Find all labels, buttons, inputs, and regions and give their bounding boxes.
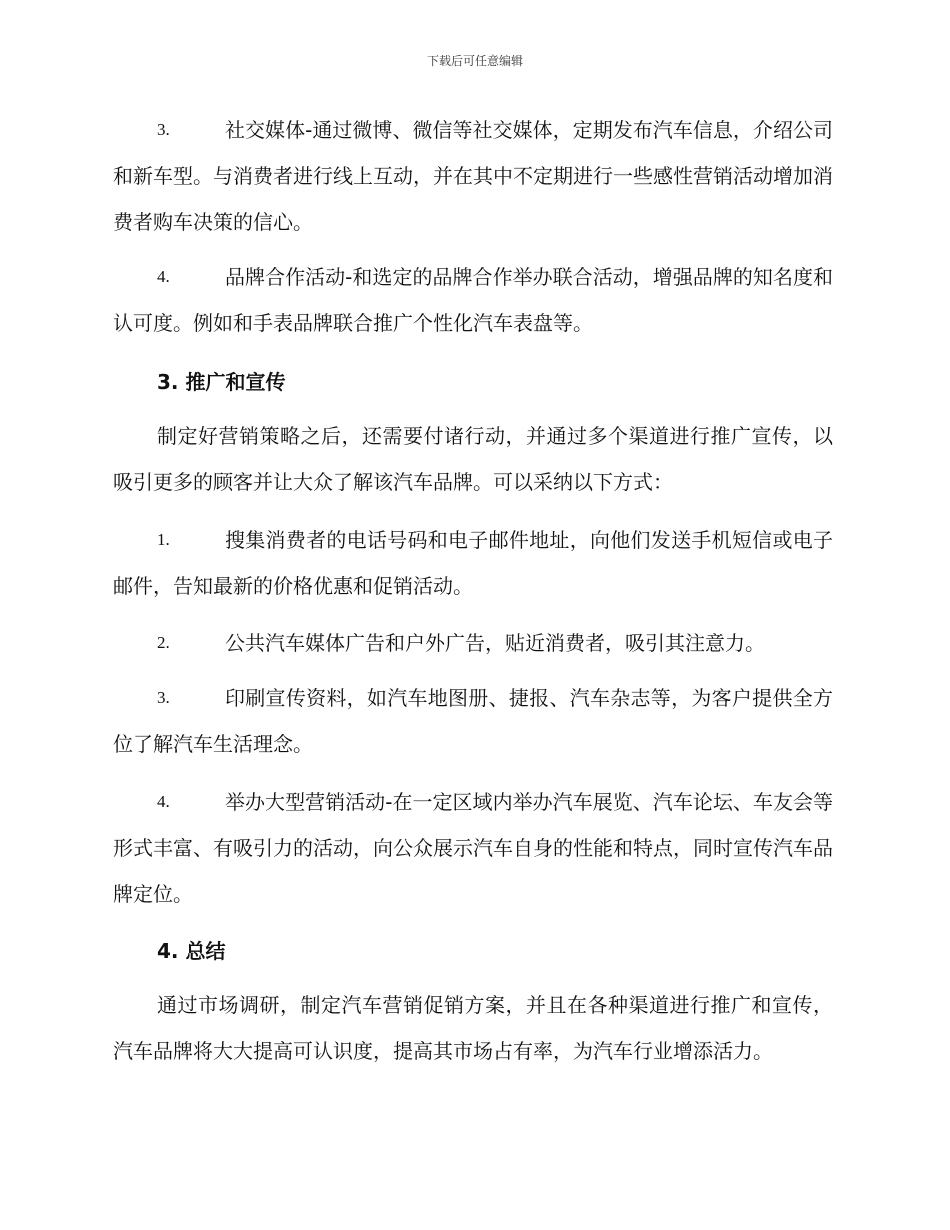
section-intro: 制定好营销策略之后，还需要付诸行动，并通过多个渠道进行推广宣传，以吸引更多的顾客并让大众了解该汽车品牌。可以采纳以下方式： (113, 424, 833, 494)
list-number: 4. (157, 267, 170, 286)
list-number: 1. (157, 530, 170, 549)
section-heading: 3. 推广和宣传 (157, 370, 286, 394)
list-number: 3. (157, 120, 170, 139)
list-item-text: 印刷宣传资料，如汽车地图册、捷报、汽车杂志等，为客户提供全方位了解汽车生活理念。 (113, 686, 833, 756)
list-item-text: 公共汽车媒体广告和户外广告，贴近消费者，吸引其注意力。 (225, 631, 765, 655)
list-number: 2. (157, 633, 170, 652)
list-number: 4. (157, 792, 170, 811)
list-item-text: 社交媒体-通过微博、微信等社交媒体，定期发布汽车信息，介绍公司和新车型。与消费者进行线上互动，并在其中不定期进行一些感性营销活动增加消费者购车决策的信心。 (113, 118, 833, 234)
list-item-text: 搜集消费者的电话号码和电子邮件地址，向他们发送手机短信或电子邮件，告知最新的价格优惠和促销活动。 (113, 528, 833, 598)
list-item-text: 举办大型营销活动-在一定区域内举办汽车展览、汽车论坛、车友会等形式丰富、有吸引力的活动，向公众展示汽车自身的性能和特点，同时宣传汽车品牌定位。 (113, 790, 833, 906)
list-item-text: 品牌合作活动-和选定的品牌合作举办联合活动，增强品牌的知名度和认可度。例如和手表品牌联合推广个性化汽车表盘等。 (113, 265, 833, 335)
section-heading: 4. 总结 (157, 939, 226, 963)
summary-paragraph: 通过市场调研，制定汽车营销促销方案，并且在各种渠道进行推广和宣传，汽车品牌将大大提高可认识度，提高其市场占有率，为汽车行业增添活力。 (113, 993, 833, 1063)
header-note: 下载后可任意编辑 (426, 54, 523, 68)
list-number: 3. (157, 688, 170, 707)
